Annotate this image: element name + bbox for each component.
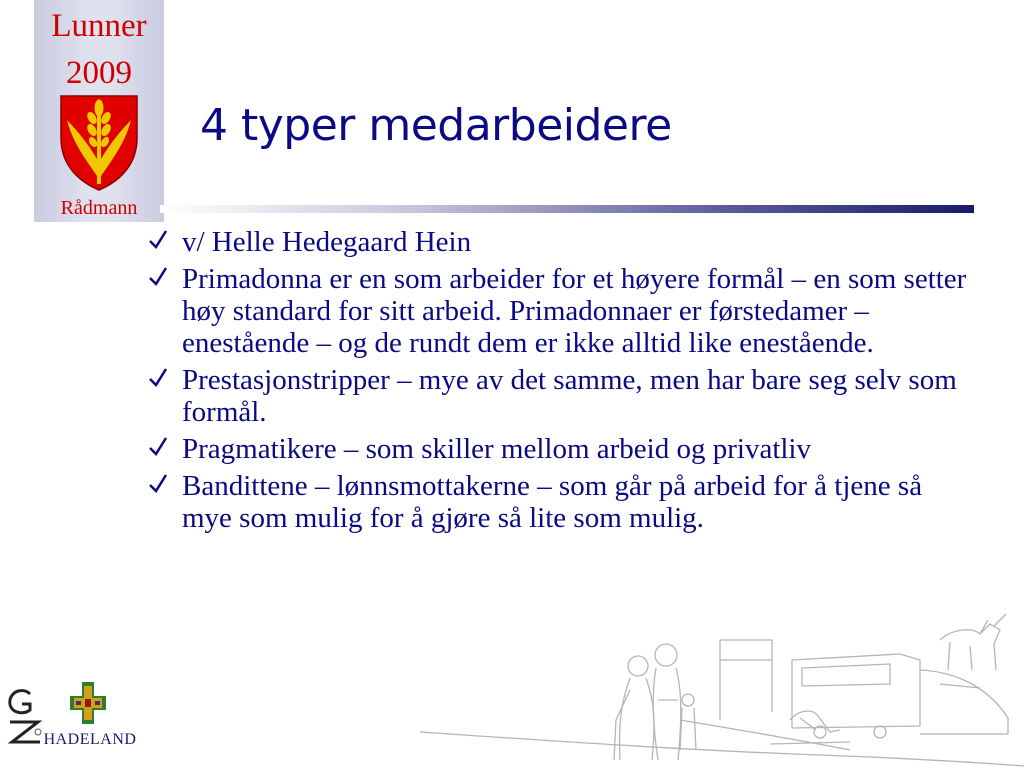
- checkmark-icon: [148, 365, 168, 391]
- gz-logo-icon: [4, 684, 44, 746]
- checkmark-icon: [148, 471, 168, 497]
- bullet-text: Primadonna er en som arbeider for et høyere formål – en som setter høy standard for sitt arbeid. Primadonnaer er førstedamer – enestående – og de rundt dem er ikke alltid like enestående.: [182, 263, 967, 359]
- title-divider: [160, 205, 974, 213]
- checkmark-icon: [148, 434, 168, 460]
- bullet-text: Pragmatikere – som skiller mellom arbeid og privatliv: [182, 433, 811, 465]
- logo-year: 2009: [66, 55, 132, 91]
- hadeland-logo-icon: [70, 682, 106, 724]
- slide-title: 4 typer medarbeidere: [200, 100, 672, 151]
- hadeland-logo-text: HADELAND: [43, 731, 137, 748]
- bullet-item: [148, 433, 978, 465]
- bullet-item: [148, 226, 978, 258]
- municipality-logo: [34, 0, 164, 222]
- checkmark-icon: [148, 264, 168, 290]
- bullet-item: [148, 470, 978, 534]
- checkmark-icon: [148, 227, 168, 253]
- bullet-item: [148, 263, 978, 359]
- bullet-text: Bandittene – lønnsmottakerne – som går på arbeid for å tjene så mye som mulig for å gjøre så lite som mulig.: [182, 470, 923, 534]
- bullet-text: Prestasjonstripper – mye av det samme, men har bare seg selv som formål.: [182, 364, 957, 428]
- logo-role: Rådmann: [60, 197, 138, 219]
- logo-name: Lunner: [51, 8, 147, 44]
- bullet-text: v/ Helle Hedegaard Hein: [182, 226, 472, 258]
- bullet-item: [148, 364, 978, 428]
- coat-of-arms-icon: [58, 92, 140, 192]
- bullet-list: [148, 226, 978, 539]
- decorative-sketch-illustration: [420, 600, 1024, 768]
